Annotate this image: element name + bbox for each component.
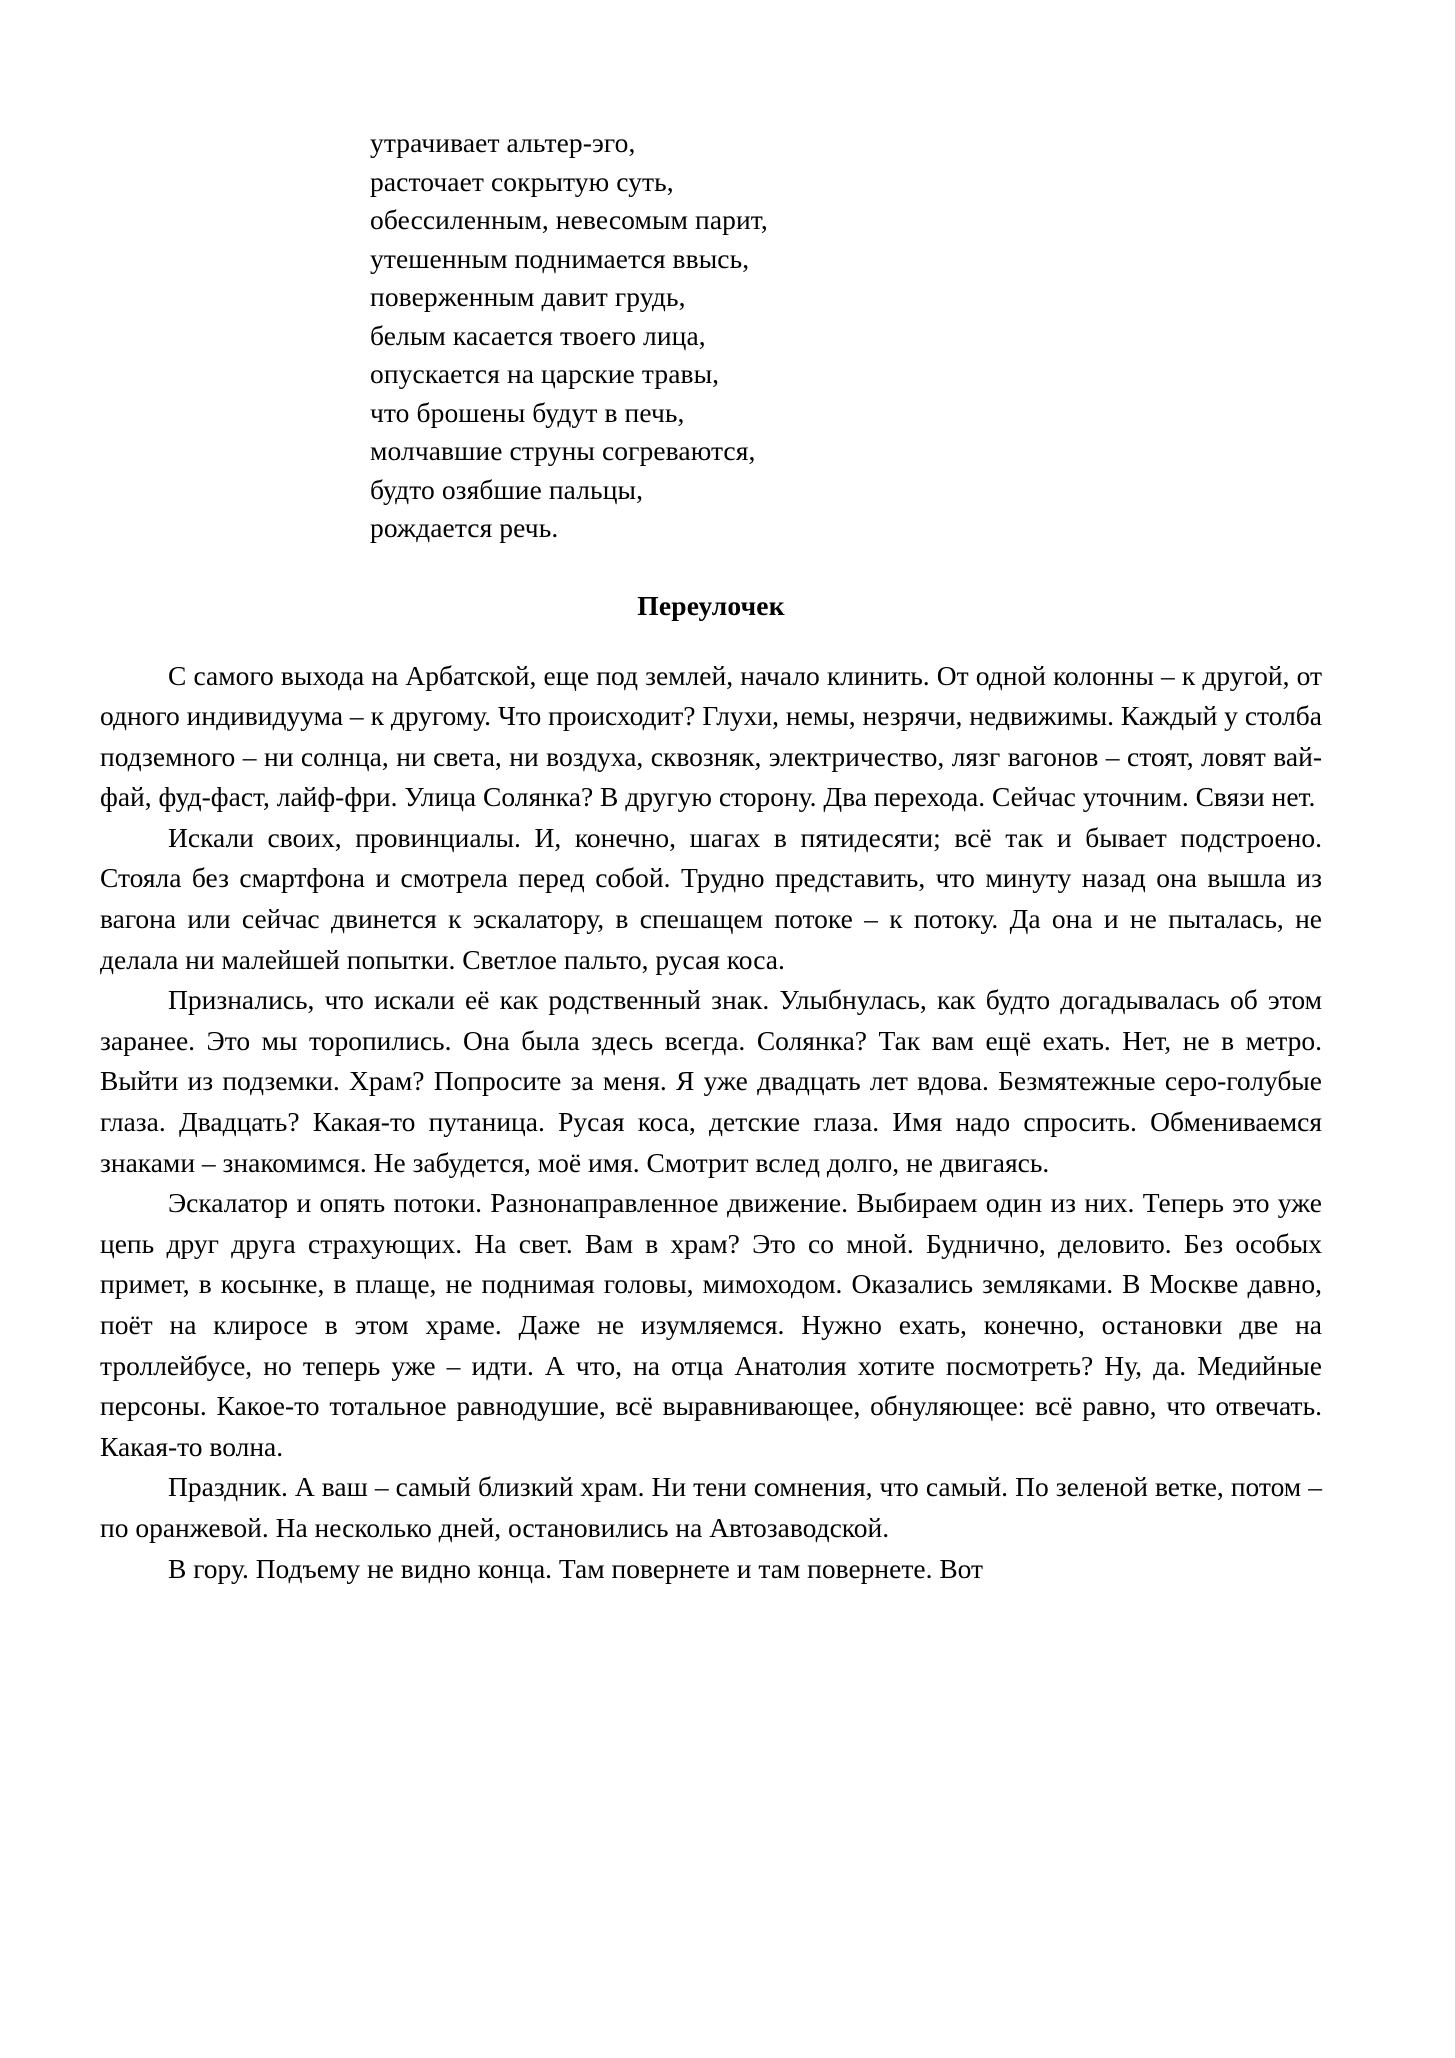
poem-line: рождается речь. [370,512,559,543]
poem-line: молчавшие струны согреваются, [370,435,756,466]
body-paragraph: Эскалатор и опять потоки. Разнонаправленное движение. Выбираем один из них. Теперь это уже цепь друг друга страхующих. На свет. Вам в храм? Это со мной. Буднично, деловито. Без особых примет, в косынке, в плаще, не поднимая головы, мимоходом. Оказались земляками. В Москве давно, поёт на клиросе в этом храме. Даже не изумляемся. Нужно ехать, конечно, остановки две на троллейбусе, но теперь уже – идти. А что, на отца Анатолия хотите посмотреть? Ну, да. Медийные персоны. Какое-то тотальное равнодушие, всё выравнивающее, обнуляющее: всё равно, что отвечать. Какая-то волна. [100,1187,1322,1462]
page-content [100,124,1322,1589]
poem-line: утрачивает альтер-эго, [370,127,636,158]
body-paragraph: Признались, что искали её как родственный знак. Улыбнулась, как будто догадывалась об этом заранее. Это мы торопились. Она была здесь всегда. Солянка? Так вам ещё ехать. Нет, не в метро. Выйти из подземки. Храм? Попросите за меня. Я уже двадцать лет вдова. Безмятежные серо-голубые глаза. Двадцать? Какая-то путаница. Русая коса, детские глаза. Имя надо спросить. Обмениваемся знаками – знакомимся. Не забудется, моё имя. Смотрит вслед долго, не двигаясь. [100,984,1322,1178]
poem-line: что брошены будут в печь, [370,396,685,428]
poem-line: белым касается твоего лица, [370,319,706,351]
poem-fragment [100,124,1322,548]
poem-line: утешенным поднимается ввысь, [370,242,750,274]
body-paragraph: В гору. Подъему не видно конца. Там повернете и там повернете. Вот [168,1552,984,1584]
body-paragraph: Искали своих, провинциалы. И, конечно, шагах в пятидесяти; всё так и бывает подстроено. Стояла без смартфона и смотрела перед собой. Трудно представить, что минуту назад она вышла из вагона или сейчас двинется к эскалатору, в спешащем потоке – к потоку. Да она и не пыталась, не делала ни малейшей попытки. Светлое пальто, русая коса. [100,821,1322,975]
poem-line: расточает сокрытую суть, [370,165,674,197]
poem-line: будто озябшие пальцы, [370,473,644,505]
poem-line: опускается на царские травы, [370,358,720,389]
poem-line: обессиленным, невесомым парит, [370,204,768,235]
body-paragraph: С самого выхода на Арбатской, еще под землей, начало клинить. От одной колонны – к другой, от одного индивидуума – к другому. Что происходит? Глухи, немы, незрячи, недвижимы. Каждый у столба подземного – ни солнца, ни света, ни воздуха, сквозняк, электричество, лязг вагонов – стоят, ловят вай-фай, фуд-фаст, лайф-фри. Улица Солянка? В другую сторону. Два перехода. Сейчас уточним. Связи нет. [100,659,1322,813]
poem-line: поверженным давит грудь, [370,281,686,312]
section-heading: Переулочек [637,589,785,621]
body-paragraph: Праздник. А ваш – самый близкий храм. Ни тени сомнения, что самый. По зеленой ветке, потом – по оранжевой. На несколько дней, остановились на Автозаводской. [100,1471,1322,1543]
